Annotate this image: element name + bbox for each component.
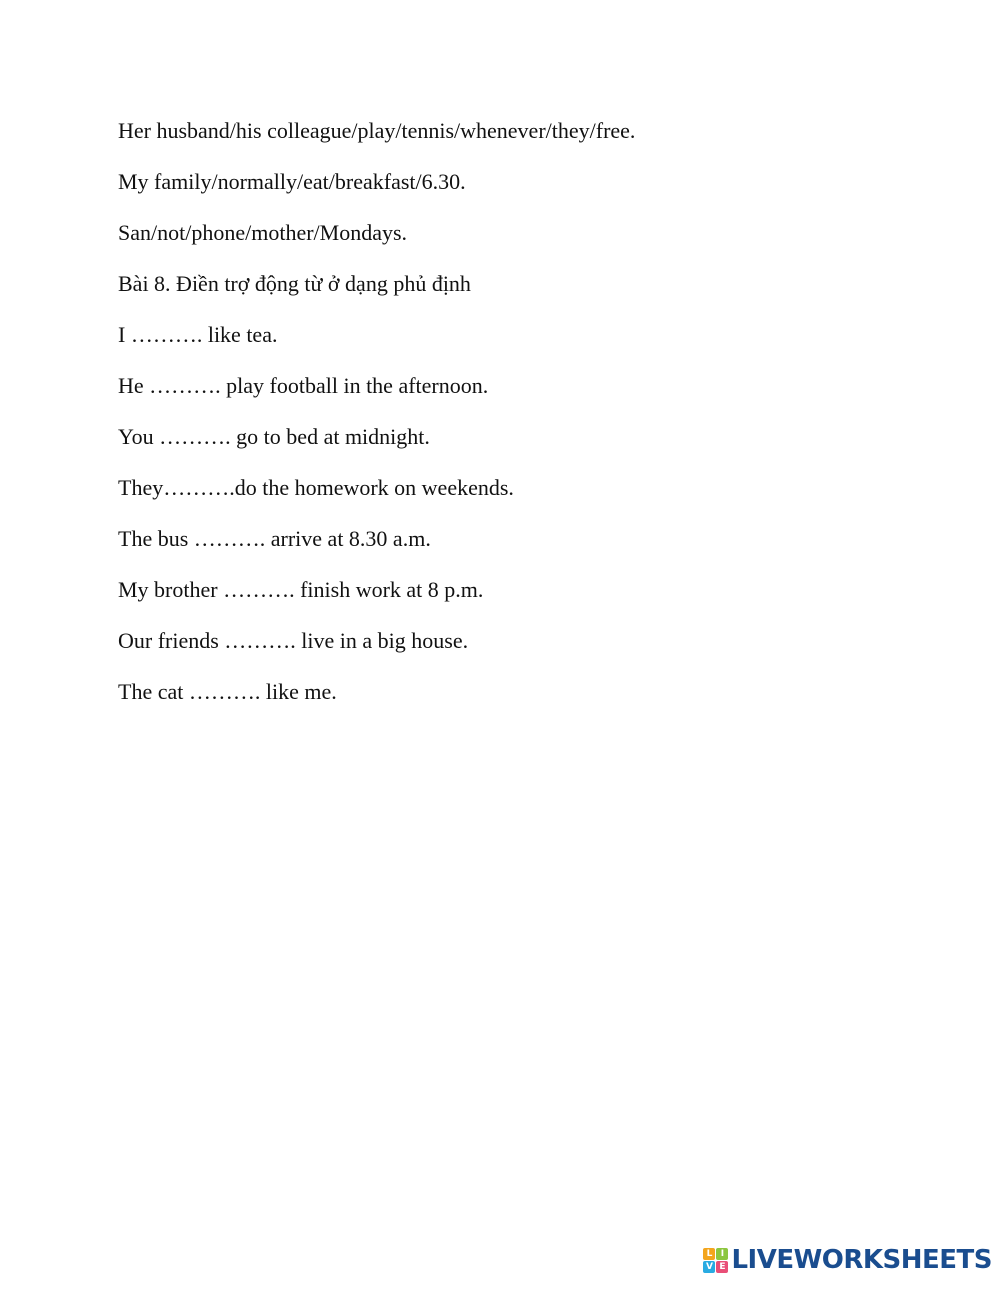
exercise-sentence: San/not/phone/mother/Mondays. (118, 220, 408, 245)
exercise-heading: Bài 8. Điền trợ động từ ở dạng phủ định (118, 271, 471, 296)
exercise-sentence: My family/normally/eat/breakfast/6.30. (118, 169, 466, 194)
fill-blank-sentence: The cat ………. like me. (118, 679, 337, 704)
exercise-sentence: Her husband/his colleague/play/tennis/whenever/they/free. (118, 118, 636, 143)
fill-blank-sentence: Our friends ………. live in a big house. (118, 628, 469, 653)
logo-tile: E (716, 1261, 728, 1273)
logo-tile: V (703, 1261, 715, 1273)
liveworksheets-logo (703, 1245, 992, 1275)
fill-blank-sentence: The bus ………. arrive at 8.30 a.m. (118, 526, 431, 551)
fill-blank-sentence: He ………. play football in the afternoon. (118, 373, 489, 398)
logo-mark-icon (703, 1248, 728, 1273)
fill-blank-sentence: My brother ………. finish work at 8 p.m. (118, 577, 484, 602)
fill-blank-sentence: I ………. like tea. (118, 322, 278, 347)
fill-blank-sentence: They……….do the homework on weekends. (118, 475, 514, 500)
logo-text: LIVEWORKSHEETS (731, 1245, 992, 1275)
logo-tile: L (703, 1248, 715, 1260)
logo-tile: I (716, 1248, 728, 1260)
fill-blank-sentence: You ………. go to bed at midnight. (118, 424, 430, 449)
